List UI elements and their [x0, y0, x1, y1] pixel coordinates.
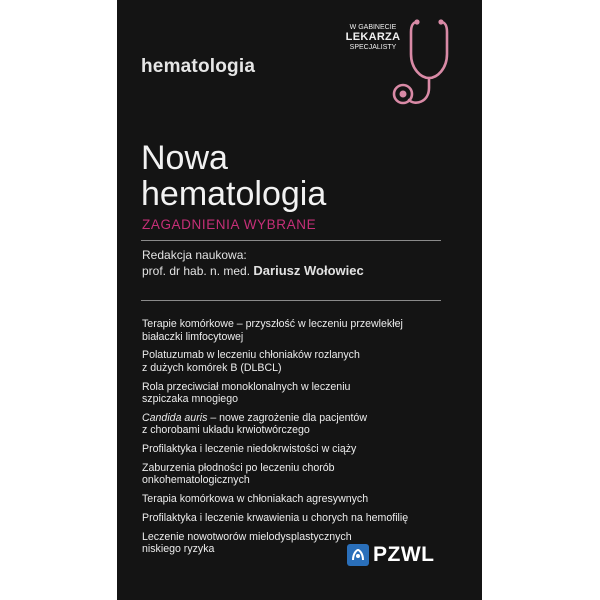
book-subtitle: ZAGADNIENIA WYBRANE [142, 217, 317, 232]
topic-text: Terapia komórkowa w chłoniakach agresywnych [142, 493, 369, 506]
publisher-mark-icon [347, 544, 369, 566]
topic-text: – nowe zagrożenie dla pacjentów z chorobami układu krwiotwórczego [142, 411, 367, 437]
book-cover [117, 0, 482, 600]
editor-name: Dariusz Wołowiec [253, 263, 364, 278]
editor-line [142, 263, 364, 279]
topic-text: Profilaktyka i leczenie niedokrwistości w ciąży [142, 443, 357, 456]
topic-item [142, 412, 452, 437]
series-label: hematologia [141, 56, 256, 77]
topic-text: Terapie komórkowe – przyszłość w leczeniu przewlekłej białaczki limfocytowej [142, 318, 403, 343]
logo-line-1: W GABINECIE [349, 24, 397, 31]
divider-top [141, 240, 441, 241]
editor-block [142, 248, 364, 279]
topic-text: Rola przeciwciał monoklonalnych w leczeniu szpiczaka mnogiego [142, 380, 351, 406]
series-logo [343, 14, 473, 114]
editor-prefix: prof. dr hab. n. med. [142, 264, 254, 278]
editor-label: Redakcja naukowa: [142, 248, 247, 262]
topic-text: Profilaktyka i leczenie krwawienia u chorych na hemofilię [142, 512, 409, 525]
topic-item [142, 462, 452, 487]
logo-line-2: LEKARZA [345, 31, 401, 43]
topic-item [142, 318, 452, 343]
book-title [141, 140, 326, 212]
topic-text: Zaburzenia płodności po leczeniu chorób onkohematologicznych [142, 461, 335, 487]
topic-item [142, 493, 452, 506]
topic-item [142, 349, 452, 374]
title-line-2: hematologia [141, 175, 327, 213]
topics-list [142, 318, 452, 562]
topic-item [142, 381, 452, 406]
title-line-1: Nowa [141, 139, 228, 177]
stethoscope-icon [343, 14, 473, 114]
topic-item [142, 512, 452, 525]
divider-bottom [141, 300, 441, 301]
topic-italic-term: Candida auris [142, 411, 208, 424]
publisher-name: PZWL [373, 543, 435, 566]
publisher-logo [347, 542, 434, 568]
topic-text: Polatuzumab w leczeniu chłoniaków rozlanych z dużych komórek B (DLBCL) [142, 349, 360, 374]
topic-text: Leczenie nowotworów mielodysplastycznych niskiego ryzyka [142, 530, 352, 556]
logo-line-3: SPECJALISTY [349, 44, 397, 51]
topic-item [142, 443, 452, 456]
